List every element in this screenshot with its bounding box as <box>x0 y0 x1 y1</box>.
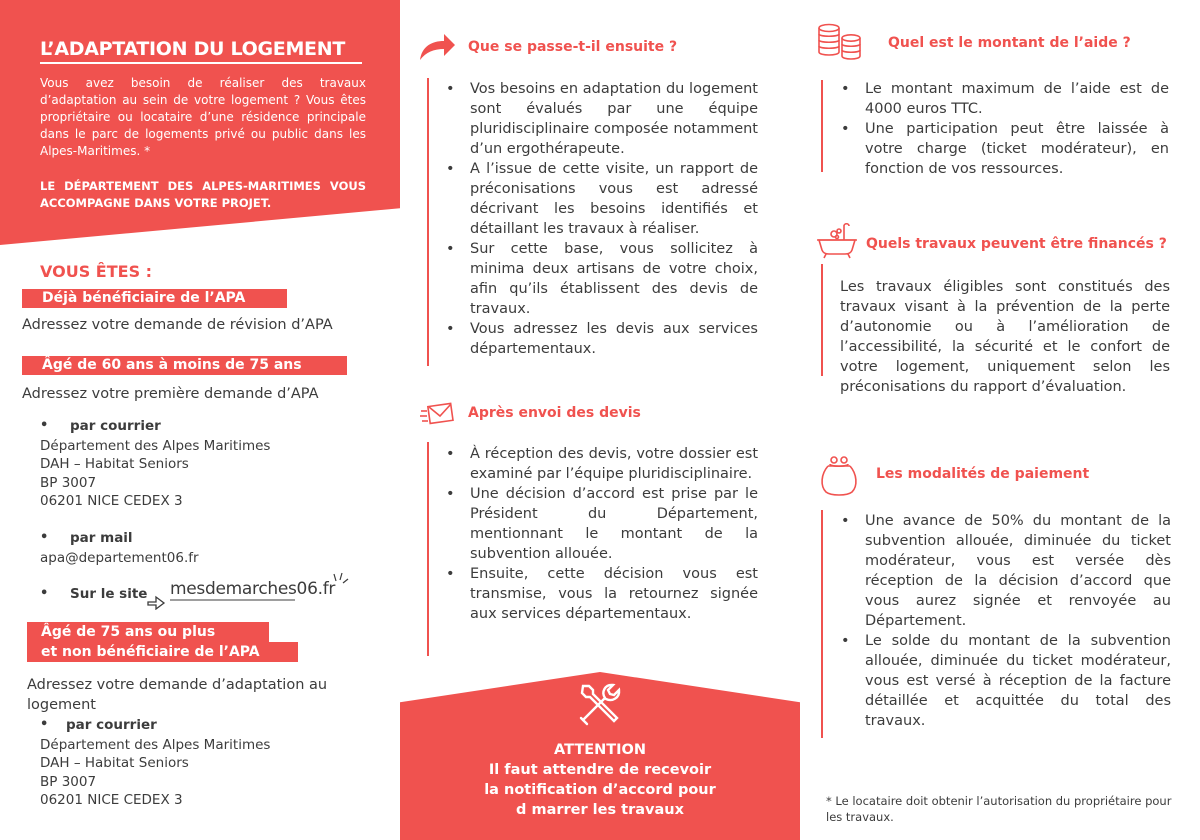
coins-icon <box>815 22 863 62</box>
attention-line: la notification d’accord pour <box>484 782 716 798</box>
mail-label: par mail <box>70 530 133 546</box>
section-list <box>839 79 1169 179</box>
purse-icon <box>818 454 860 498</box>
case1-band: Déjà bénéficiaire de l’APA <box>22 289 287 308</box>
section-paragraph: Les travaux éligibles sont constitués des travaux visant à la prévention de la perte d’autonomie ou à l’amélioration de l’accessibilité, la sécurité et le confort de votre logement, uniquement selon les préconisations du rapport d’évaluation. <box>840 279 1170 395</box>
list-item: • Le montant maximum de l’aide est de 4000 euros TTC. <box>839 79 1169 119</box>
intro-text: Vous avez besoin de réaliser des travaux d’adaptation au sein de votre logement ? Vous êtes propriétaire ou locataire d’une résidence principale dans le parc de logements privé ou public dans les Alpes-Maritimes. * <box>40 76 366 158</box>
case2-band: Âgé de 60 ans à moins de 75 ans <box>22 356 347 375</box>
title-underline <box>40 62 362 64</box>
vous-etes-heading: VOUS ÊTES : <box>40 262 153 281</box>
section-rule <box>821 80 823 172</box>
bullet-dot: • <box>40 418 49 433</box>
mail-address[interactable]: apa@departement06.fr <box>40 550 199 566</box>
page-title: L’ADAPTATION DU LOGEMENT <box>40 38 345 60</box>
address-line: BP 3007 <box>40 774 97 790</box>
sparkle-icon <box>333 572 349 586</box>
list-item: • Le solde du montant de la subvention allouée, diminuée du ticket modérateur, vous est versé à réception de la facture détaillée et acquittée du total des travaux. <box>839 631 1171 731</box>
list-item: • Sur cette base, vous sollicitez à minima deux artisans de votre choix, afin qu’ils établissent des devis de travaux. <box>444 239 758 319</box>
section-list <box>839 511 1171 731</box>
list-item: • Une participation peut être laissée à votre charge (ticket modérateur), en fonction de vos ressources. <box>839 119 1169 179</box>
attention-text <box>400 740 800 820</box>
section-title: Que se passe-t-il ensuite ? <box>468 39 678 55</box>
courrier-label-2: par courrier <box>66 717 157 733</box>
attention-line: Il faut attendre de recevoir <box>488 762 712 778</box>
address-line: BP 3007 <box>40 475 97 491</box>
attention-line: d marrer les travaux <box>516 802 684 818</box>
section-title: Après envoi des devis <box>468 405 641 421</box>
section-list <box>444 444 758 624</box>
address-line: 06201 NICE CEDEX 3 <box>40 792 183 808</box>
bathtub-icon <box>816 220 858 260</box>
tools-icon <box>577 680 623 726</box>
footnote: * Le locataire doit obtenir l’autorisation du propriétaire pour les travaux. <box>826 794 1172 824</box>
address-line: DAH – Habitat Seniors <box>40 755 189 771</box>
case1-text: Adressez votre demande de révision d’APA <box>22 317 333 333</box>
address-line: DAH – Habitat Seniors <box>40 456 189 472</box>
list-item: • Une décision d’accord est prise par le Président du Département, mentionnant le montant de la subvention allouée. <box>444 484 758 564</box>
case3-text: Adressez votre demande d’adaptation au logement <box>27 677 328 713</box>
list-item: • Une avance de 50% du montant de la subvention allouée, diminuée du ticket modérateur, vous est versée dès réception de la décision d’accord que vous aurez signée et renvoyée au Département. <box>839 511 1171 631</box>
section-list <box>444 79 758 359</box>
section-rule <box>821 510 823 738</box>
list-item: • À réception des devis, votre dossier est examiné par l’équipe pluridisciplinaire. <box>444 444 758 484</box>
case2-text: Adressez votre première demande d’APA <box>22 386 319 402</box>
site-logo-underline <box>170 599 300 602</box>
address-line: Département des Alpes Maritimes <box>40 438 271 454</box>
courrier-label: par courrier <box>70 418 161 434</box>
curved-arrow-icon <box>418 32 456 62</box>
case3-band-line2: et non bénéficiaire de l’APA <box>27 642 298 662</box>
cursor-hand-icon <box>146 592 168 610</box>
list-item: • Vous adressez les devis aux services départementaux. <box>444 319 758 359</box>
cta-text: LE DÉPARTEMENT DES ALPES-MARITIMES VOUS ACCOMPAGNE DANS VOTRE PROJET. <box>40 179 366 210</box>
address-line: 06201 NICE CEDEX 3 <box>40 493 183 509</box>
bullet-dot: • <box>40 717 49 732</box>
list-item: • Vos besoins en adaptation du logement sont évalués par une équipe pluridisciplinaire composée notamment d’un ergothérapeute. <box>444 79 758 159</box>
bullet-dot: • <box>40 530 49 545</box>
section-rule <box>821 264 823 376</box>
section-rule <box>427 78 429 366</box>
bullet-dot: • <box>40 586 49 601</box>
site-logo[interactable]: mesdemarches06.fr <box>170 579 336 599</box>
case3-band-line1: Âgé de 75 ans ou plus <box>27 622 269 642</box>
list-item: • Ensuite, cette décision vous est transmise, vous la retournez signée aux services départementaux. <box>444 564 758 624</box>
section-title: Quel est le montant de l’aide ? <box>888 35 1131 51</box>
address-line: Département des Alpes Maritimes <box>40 737 271 753</box>
attention-heading: ATTENTION <box>554 742 646 758</box>
site-label: Sur le site <box>70 586 148 602</box>
section-title: Quels travaux peuvent être financés ? <box>866 236 1167 252</box>
section-rule <box>427 442 429 656</box>
section-title: Les modalités de paiement <box>876 466 1090 482</box>
envelope-icon <box>420 402 454 426</box>
list-item: • A l’issue de cette visite, un rapport de préconisations vous est adressé décrivant les besoins identifiés et détaillant les travaux à réaliser. <box>444 159 758 239</box>
